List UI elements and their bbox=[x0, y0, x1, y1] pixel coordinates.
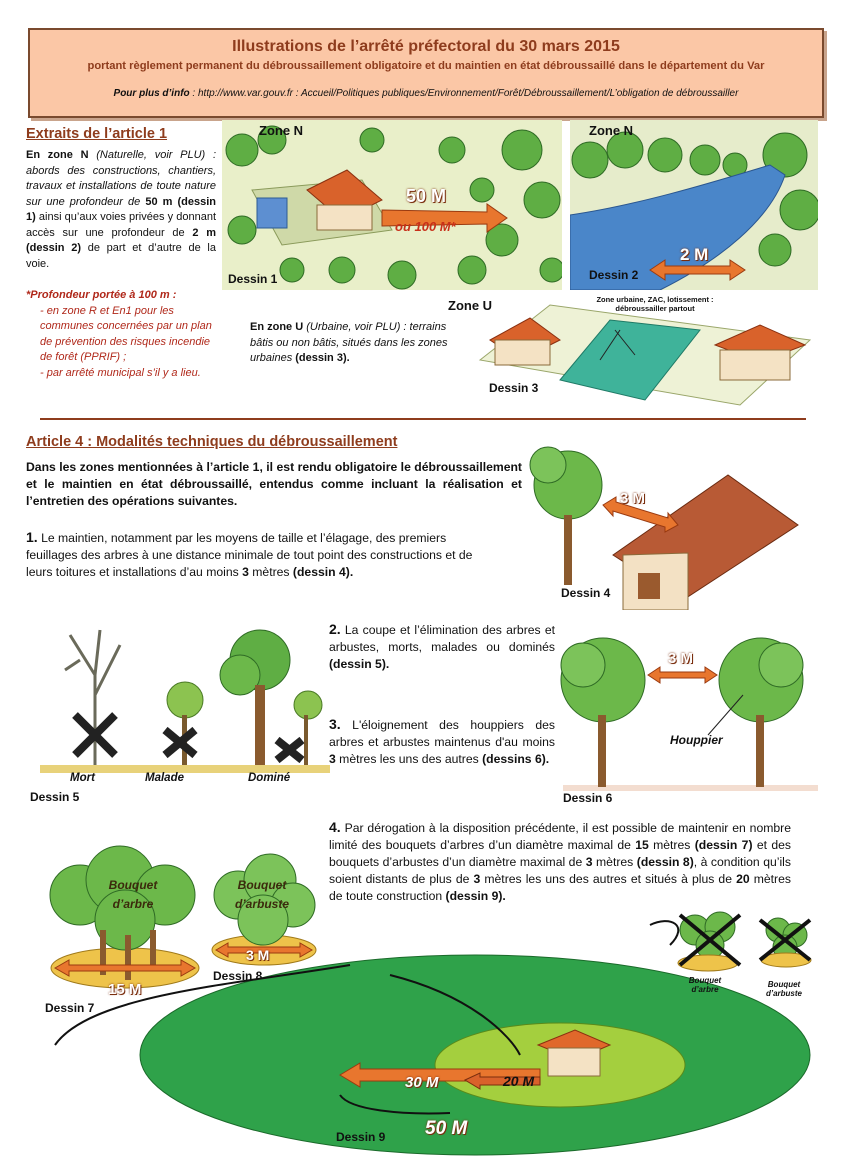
depth-item-1: - en zone R et En1 pour les communes concernées par un plan de prévention des risques incendie de forêt (PPRIF) ; bbox=[40, 304, 212, 363]
article4-p3: 3. L'éloignement des houppiers des arbres et arbustes maintenus d'au moins 3 mètres les uns des autres (dessins 6). bbox=[329, 716, 555, 766]
article4-p1: 1. Le maintien, notamment par les moyens de taille et l’élagage, des premiers feuillages des arbres à une distance minimale de tout point des constructions et de leurs toitures et installations d’au moins 3 mètres (dessin 4). bbox=[26, 529, 473, 579]
depth-title: *Profondeur portée à 100 m : bbox=[26, 289, 177, 301]
d9-caption: Dessin 9 bbox=[336, 1130, 386, 1144]
dessin-4-illustration bbox=[528, 425, 818, 610]
info-url[interactable]: : http://www.var.gouv.fr : Accueil/Politiques publiques/Environnement/Forêt/Débroussaillement/L’obligation de débroussailler bbox=[189, 88, 739, 99]
dessin-5-illustration bbox=[40, 615, 330, 775]
zone-n-paragraph: En zone N (Naturelle, voir PLU) : abords des constructions, chantiers, travaux et installations de toute nature sur une profondeur de 50 m (dessin 1) ainsi qu’aux voies privées y donnant accès sur une profondeur de 2 m (dessin 2) de part et d’autre de la voie. bbox=[26, 149, 217, 270]
dessin-6-illustration bbox=[553, 615, 823, 795]
d2-2m: 2 M bbox=[680, 245, 709, 264]
zone-u-paragraph: En zone U (Urbaine, voir PLU) : terrains bâtis ou non bâtis, situés dans les zones urbaines (dessin 3). bbox=[250, 321, 448, 364]
info-line bbox=[30, 88, 822, 99]
d2-zone: Zone N bbox=[589, 123, 634, 138]
d9-20m: 20 M bbox=[503, 1073, 535, 1089]
page-title: Illustrations de l’arrêté préfectoral du 30 mars 2015 bbox=[232, 38, 620, 55]
d5-caption: Dessin 5 bbox=[30, 790, 80, 804]
article4-title: Article 4 : Modalités techniques du débroussaillement bbox=[26, 434, 398, 450]
info-label: Pour plus d’info bbox=[113, 88, 190, 99]
d8-label: Bouquet d’arbuste bbox=[234, 878, 289, 911]
header-box bbox=[28, 28, 824, 118]
dessin-1-illustration bbox=[222, 120, 562, 290]
d7-label: Bouquet d’arbre bbox=[108, 878, 158, 911]
d9-bouquet-arbre: Bouquet d’arbre bbox=[688, 976, 722, 994]
article4-p2: 2. La coupe et l’élimination des arbres et arbustes, morts, malades ou dominés (dessin 5). bbox=[329, 621, 555, 671]
d5-domine: Dominé bbox=[248, 772, 291, 784]
page-subtitle: portant règlement permanent du débroussaillement obligatoire et du maintien en état débroussaillé dans le département du Var bbox=[87, 60, 765, 72]
article4-p4: 4. Par dérogation à la disposition précédente, il est possible de maintenir en nombre limité des bouquets d’arbres d’un diamètre maximal de 15 mètres (dessin 7) et des bouquets d’arbustes d’un diamètre maximal de 3 mètres (dessin 8), à condition qu’ils soient distants de plus de 3 mètres les uns des autres et situés à plus de 20 mètres de toute construction (dessin 9). bbox=[329, 819, 791, 903]
d7-15m: 15 M bbox=[108, 981, 142, 998]
depth-note bbox=[26, 288, 216, 381]
depth-item-2: - par arrêté municipal s’il y a lieu. bbox=[40, 366, 201, 379]
d5-malade: Malade bbox=[145, 772, 184, 784]
d1-caption: Dessin 1 bbox=[228, 272, 278, 286]
d1-50m: 50 M bbox=[406, 186, 447, 206]
d3-zone: Zone U bbox=[448, 298, 493, 313]
d3-note: Zone urbaine, ZAC, lotissement : débroussailler partout bbox=[596, 295, 714, 313]
d6-houppier: Houppier bbox=[670, 733, 723, 747]
d4-caption: Dessin 4 bbox=[561, 586, 611, 600]
d1-100m: ou 100 M* bbox=[395, 219, 456, 234]
article4-intro: Dans les zones mentionnées à l’article 1, il est rendu obligatoire le débroussaillement et le maintien en état débroussaillé, entendus comme incluant la réalisation et l’entretien des opérations suivantes. bbox=[26, 460, 522, 508]
d9-50m: 50 M bbox=[425, 1118, 468, 1139]
d3-caption: Dessin 3 bbox=[489, 381, 539, 395]
article1-title: Extraits de l’article 1 bbox=[26, 126, 168, 142]
d1-zone: Zone N bbox=[259, 123, 304, 138]
d6-3m: 3 M bbox=[668, 650, 694, 667]
d2-caption: Dessin 2 bbox=[589, 268, 639, 282]
d7-caption: Dessin 7 bbox=[45, 1001, 95, 1015]
d8-caption: Dessin 8 bbox=[213, 969, 263, 983]
d8-3m: 3 M bbox=[246, 947, 270, 963]
d9-30m: 30 M bbox=[405, 1074, 439, 1091]
d5-mort: Mort bbox=[70, 772, 95, 784]
d4-3m: 3 M bbox=[620, 490, 646, 507]
section-divider bbox=[40, 418, 806, 420]
d9-bouquet-arbuste: Bouquet d’arbuste bbox=[765, 980, 802, 998]
d6-caption: Dessin 6 bbox=[563, 791, 613, 805]
